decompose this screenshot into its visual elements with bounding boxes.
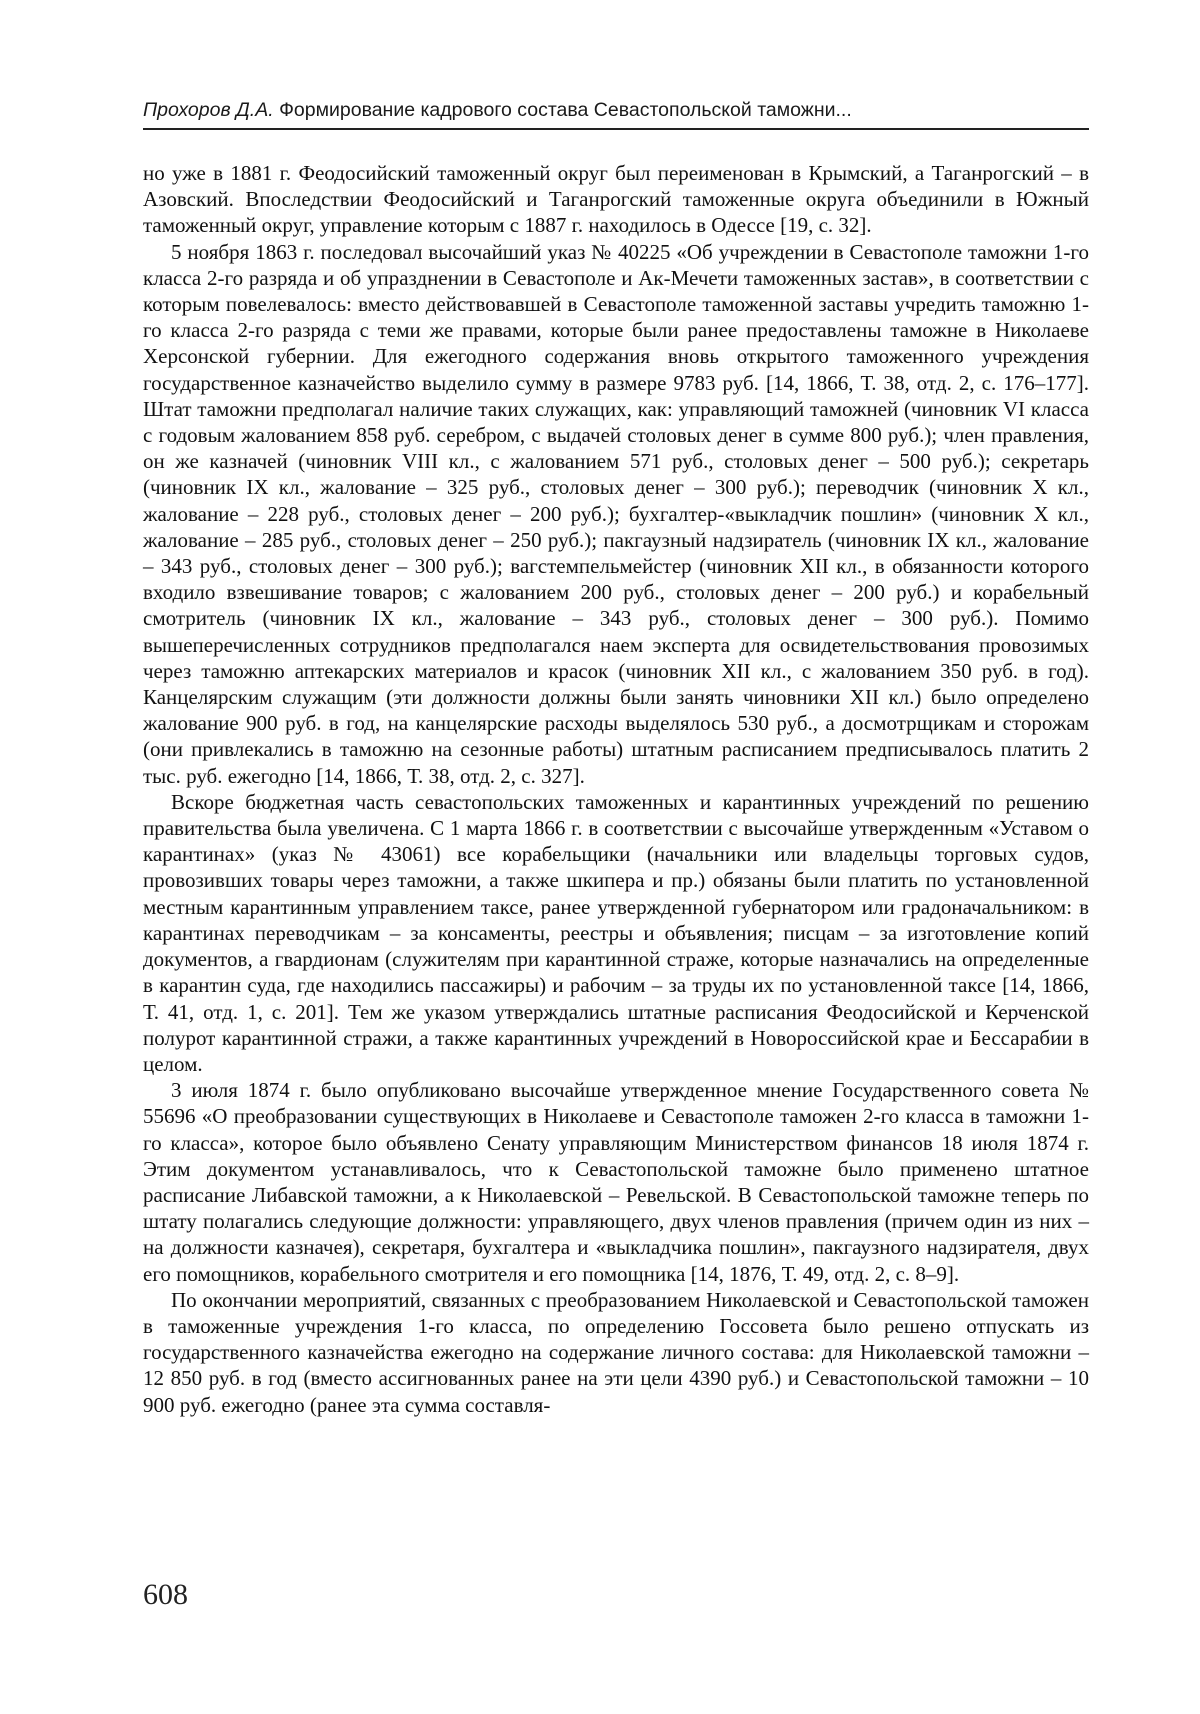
header-rule	[143, 128, 1089, 130]
paragraph-3: Вскоре бюджетная часть севастопольских таможенных и карантинных учреждений по решению правительства была увеличена. С 1 марта 1866 г. в соответствии с высочайше утвержденным «Уставом о карантинах» (указ № 43061) все корабельщики (начальники или владельцы торговых судов, провозивших товары через таможни, а также шкипера и пр.) обязаны были платить по установленной местным карантинным управлением таксе, ранее утвержденной губернатором или градоначальником: в карантинах переводчикам – за консаменты, реестры и объявления; писцам – за изготовление копий документов, а гвардионам (служителям при карантинной страже, которые назначались на определенные в карантин суда, где находились пассажиры) и рабочим – за труды их по установленной таксе [14, 1866, Т. 41, отд. 1, с. 201]. Тем же указом утверждались штатные расписания Феодосийской и Керченской полурот карантинной стражи, а также карантинных учреждений в Новороссийской крае и Бессарабии в целом.	[143, 789, 1089, 1076]
paragraph-1: но уже в 1881 г. Феодосийский таможенный округ был переименован в Крымский, а Таганрогский – в Азовский. Впоследствии Феодосийский и Таганрогский таможенные округа объединили в Южный таможенный округ, управление которым с 1887 г. находилось в Одессе [19, с. 32].	[143, 161, 1089, 238]
running-header	[143, 98, 1089, 122]
paragraph-5: По окончании мероприятий, связанных с преобразованием Николаевской и Севастопольской таможен в таможенные учреждения 1-го класса, по определению Госсовета было решено отпускать из государственного казначейства ежегодно на содержание личного состава: для Николаевской таможни – 12 850 руб. в год (вместо ассигнованных ранее на эти цели 4390 руб.) и Севастопольской таможни – 10 900 руб. ежегодно (ранее эта сумма составля-	[143, 1287, 1089, 1417]
paragraph-4: 3 июля 1874 г. было опубликовано высочайше утвержденное мнение Государственного совета № 55696 «О преобразовании существующих в Николаеве и Севастополе таможен 2-го класса в таможни 1-го класса», которое было объявлено Сенату управляющим Министерством финансов 18 июля 1874 г. Этим документом устанавливалось, что к Севастопольской таможне было применено штатное расписание Либавской таможни, а к Николаевской – Ревельской. В Севастопольской таможне теперь по штату полагались следующие должности: управляющего, двух членов правления (причем один из них – на должности казначея), секретаря, бухгалтера и «выкладчика пошлин», пакгаузного надзирателя, двух его помощников, корабельного смотрителя и его помощника [14, 1876, Т. 49, отд. 2, с. 8–9].	[143, 1078, 1089, 1286]
body-text	[143, 160, 1089, 1418]
header-author: Прохоров Д.А.	[143, 99, 274, 121]
page-number: 608	[143, 1578, 188, 1611]
paragraph-2: 5 ноября 1863 г. последовал высочайший указ № 40225 «Об учреждении в Севастополе таможни 1-го класса 2-го разряда и об упразднении в Севастополе и Ак-Мечети таможенных застав», в соответствии с которым повелевалось: вместо действовавшей в Севастополе таможенной заставы учредить таможню 1-го класса 2-го разряда с теми же правами, которые были ранее предоставлены таможне в Николаеве Херсонской губернии. Для ежегодного содержания вновь открытого таможенного учреждения государственное казначейство выделило сумму в размере 9783 руб. [14, 1866, Т. 38, отд. 2, с. 176–177]. Штат таможни предполагал наличие таких служащих, как: управляющий таможней (чиновник VI класса с годовым жалованием 858 руб. серебром, с выдачей столовых денег в сумме 800 руб.); член правления, он же казначей (чиновник VIII кл., с жалованием 571 руб., столовых денег – 500 руб.); секретарь (чиновник IX кл., жалование – 325 руб., столовых денег – 300 руб.); переводчик (чиновник X кл., жалование – 228 руб., столовых денег – 200 руб.); бухгалтер-«выкладчик пошлин» (чиновник X кл., жалование – 285 руб., столовых денег – 250 руб.); пакгаузный надзиратель (чиновник IX кл., жалование – 343 руб., столовых денег – 300 руб.); вагстемпельмейстер (чиновник XII кл., в обязанности которого входило взвешивание товаров; с жалованием 200 руб., столовых денег – 200 руб.) и корабельный смотритель (чиновник IX кл., жалование – 343 руб., столовых денег – 300 руб.). Помимо вышеперечисленных сотрудников предполагался наем эксперта для освидетельствования провозимых через таможню аптекарских материалов и красок (чиновник XII кл., с жалованием 350 руб. в год). Канцелярским служащим (эти должности должны были занять чиновники XII кл.) было определено жалование 900 руб. в год, на канцелярские расходы выделялось 530 руб., а досмотрщикам и сторожам (они привлекались в таможню на сезонные работы) штатным расписанием предписывалось платить 2 тыс. руб. ежегодно [14, 1866, Т. 38, отд. 2, с. 327].	[143, 239, 1089, 788]
header-title: Формирование кадрового состава Севастопольской таможни...	[279, 99, 852, 121]
